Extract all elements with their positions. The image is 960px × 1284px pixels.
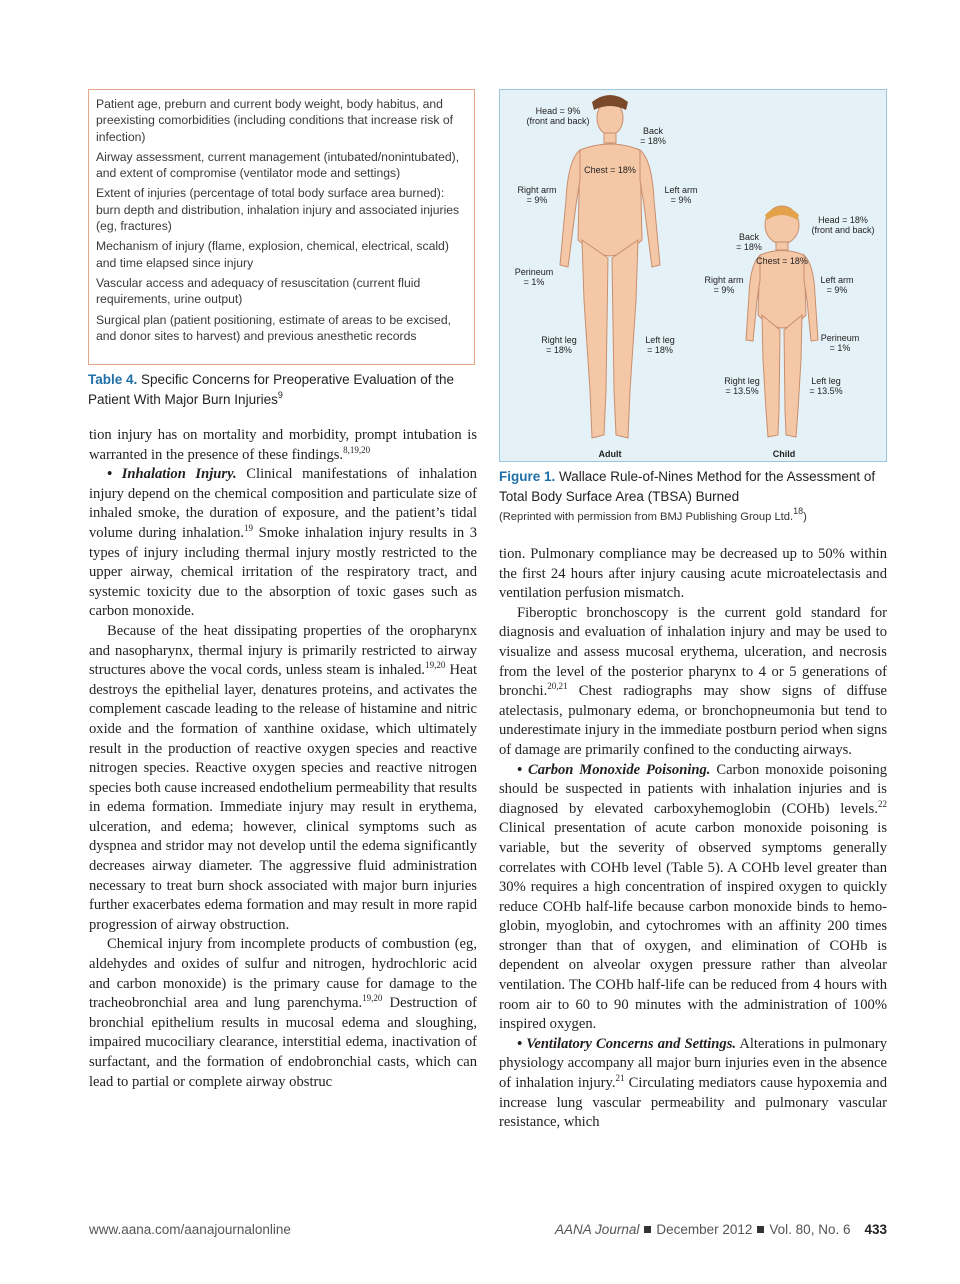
figure-1 [499,89,887,462]
child-right-leg-label: Right leg = 13.5% [724,376,760,396]
table-4-caption [88,370,480,409]
table-4-ref: 9 [277,389,283,400]
table-row: Extent of injuries (percentage of total body surface area burned): burn depth and distribution, inhalation injury and associated injuries (eg, fractures) [96,186,460,234]
section-heading: • Carbon Monoxide Poisoning. [517,761,711,778]
child-chest-label: Chest = 18% [756,256,808,266]
child-head-label: Head = 18% (front and back) [811,215,875,235]
adult-left-leg-label: Left leg = 18% [645,335,675,355]
figure-1-label: Figure 1. [499,469,556,484]
footer-citation [555,1222,887,1237]
table-row: Surgical plan (patient positioning, estimate of areas to be excised, and donor sites to harvest) and previous anesthetic records [96,312,451,343]
figure-1-caption [499,467,899,528]
figure-1-credit: (Reprinted with permission from BMJ Publishing Group Ltd.$^{18}$) [499,506,807,523]
right-column [499,545,887,1133]
paragraph: • Carbon Monoxide Poisoning. Carbon monoxide poisoning should be suspected in patients with inhalation injuries and is diagnosed by elevated carboxyhemoglobin (COHb) levels.$^{22}$ Clinical presentation of acute carbon monoxide poisoning is variable, but the severity of observed symptoms generally correlates with COHb level (Table 5). A COHb level greater than 30% requires a high concentration of inspired oxygen to quickly reduce COHb half-life because carbon monoxide binds to hemoglobin, myoglobin, and cytochromes with an affinity 200 times stronger than that of oxygen, and elimination of COHb is dependent on alveolar oxygen pressure rather than alveolar ventilation. The COHb half-life can be reduced from 4 hours with room air to 60 to 90 minutes with the administration of 100% inspired oxygen. [499,761,887,1033]
paragraph: Fiberoptic bronchoscopy is the current gold standard for diagnosis and evaluation of inhalation injury and may be used to visualize and assess mucosal erythema, ulceration, and necrosis from the level of the posterior pharynx to 4 or 5 generations of bronchi.$^{20,21}$ Chest radiographs may show signs of diffuse atelectasis, pulmonary edema, or bronchopneumonia but tend to underestimate injury in the immediate postburn period when signs of damage are primarily confined to the conducting airways. [499,604,887,758]
paragraph: • Inhalation Injury. Clinical manifestations of inhalation injury depend on the chemical composition and particulate size of inhaled smoke, the duration of exposure, and the patient’s tidal volume during inhalation.$^{19}$ Smoke inhalation injury results in 3 types of injury including thermal injury mostly restricted to the upper airway, chemical irritation of the respiratory tract, and systemic toxicity due to the absorption of toxic gases such as carbon monoxide. [89,466,478,620]
paragraph: Chemical injury from incomplete products of combustion (eg, aldehydes and oxides of sulfur and nitrogen, hydrochloric acid and carbon monoxide) is the primary cause for damage to the tracheobronchial area and lung parenchyma.$^{19,20}$ Destruction of bronchial epithelium results in mucosal edema and sloughing, impaired mucociliary clearance, interstitial edema, inactivation of surfactant, and the formation of endobronchial casts, which can lead to partial or complete airway obstruc [89,936,477,1090]
child-left-arm-label: Left arm = 9% [820,275,854,295]
section-heading: • Ventilatory Concerns and Settings. [517,1035,737,1052]
footer-url: www.aana.com/aanajournalonline [89,1222,291,1237]
adult-right-arm-label: Right arm = 9% [517,185,557,205]
volume-issue: Vol. 80, No. 6 [769,1222,851,1237]
table-row: Mechanism of injury (flame, explosion, chemical, electrical, scald) and time elapsed since injury [96,239,449,270]
issue-date: December 2012 [656,1222,753,1237]
adult-left-arm-label: Left arm = 9% [664,185,698,205]
child-right-arm-label: Right arm = 9% [704,275,744,295]
page-number: 433 [864,1222,887,1237]
adult-chest-label: Chest = 18% [584,165,636,175]
separator-square-icon [757,1226,764,1233]
table-4-label: Table 4. [88,372,138,387]
journal-name: AANA Journal [555,1222,640,1237]
left-column [89,426,477,1092]
paragraph: Because of the heat dissipating properties of the oropharynx and nasopharynx, thermal injury is primarily restricted to airway structures above the vocal cords, unless steam is inhaled.$^{19,20}$ Heat destroys the epithelial layer, denatures proteins, and activates the complement cascade leading to the release of histamine and nitric oxide and the formation of xanthine oxidase, which ultimately result in the production of reactive oxygen species and reactive nitrogen species. Reactive oxygen species and reactive nitrogen species both cause increased endothelium permeability that results in edema formation. Immediate injury may result in erythema, ulceration, and edema; however, clinical symptoms such as dyspnea and stridor may not develop until the edema significantly decreases airway diameter. The aggressive fluid administration necessary to treat burn shock associated with major burn injuries further exacerbates edema formation and may result in more rapid progression of airway obstruction. [89,622,477,933]
table-row: Airway assessment, current management (intubated/nonintubated), and extent of compromise (ventilator mode and settings) [96,149,460,181]
paragraph: tion injury has on mortality and morbidity, prompt intubation is warranted in the presence of these findings.$^{8,19,20}$ [89,427,477,463]
adult-back-label: Back = 18% [640,126,666,146]
table-4-title: Specific Concerns for Preoperative Evaluation of the Patient With Major Burn Injuries [88,372,454,407]
adult-label: Adult [598,449,622,459]
adult-head-label: Head = 9% (front and back) [526,106,590,126]
table-row: Vascular access and adequacy of resuscitation (current fluid requirements, urine output) [96,275,421,307]
paragraph: • Ventilatory Concerns and Settings. Alterations in pulmonary physiology accompany all major burn injuries even in the absence of inhalation injury.$^{21}$ Circulating mediators cause hypoxemia and increase lung vascular permeability and pulmonary vascular resistance, which [499,1035,888,1131]
child-perineum-label: Perineum = 1% [820,333,860,353]
adult-right-leg-label: Right leg = 18% [541,335,577,355]
adult-perineum-label: Perineum = 1% [514,267,554,287]
child-left-leg-label: Left leg = 13.5% [809,376,843,396]
child-back-label: Back = 18% [736,232,762,252]
separator-square-icon [644,1226,651,1233]
child-label: Child [772,449,796,459]
adult-figure [560,95,660,438]
figure-1-title: Wallace Rule-of-Nines Method for the Assessment of Total Body Surface Area (TBSA) Burned [499,469,876,504]
table-4 [88,89,475,365]
section-heading: • Inhalation Injury. [107,466,237,483]
table-row: Patient age, preburn and current body weight, body habitus, and preexisting comorbidities (including conditions that increase risk of infection) [96,97,453,144]
paragraph: tion. Pulmonary compliance may be decreased up to 50% within the first 24 hours after injury causing acute microatelectasis and ventilation perfusion mismatch. [499,546,887,602]
